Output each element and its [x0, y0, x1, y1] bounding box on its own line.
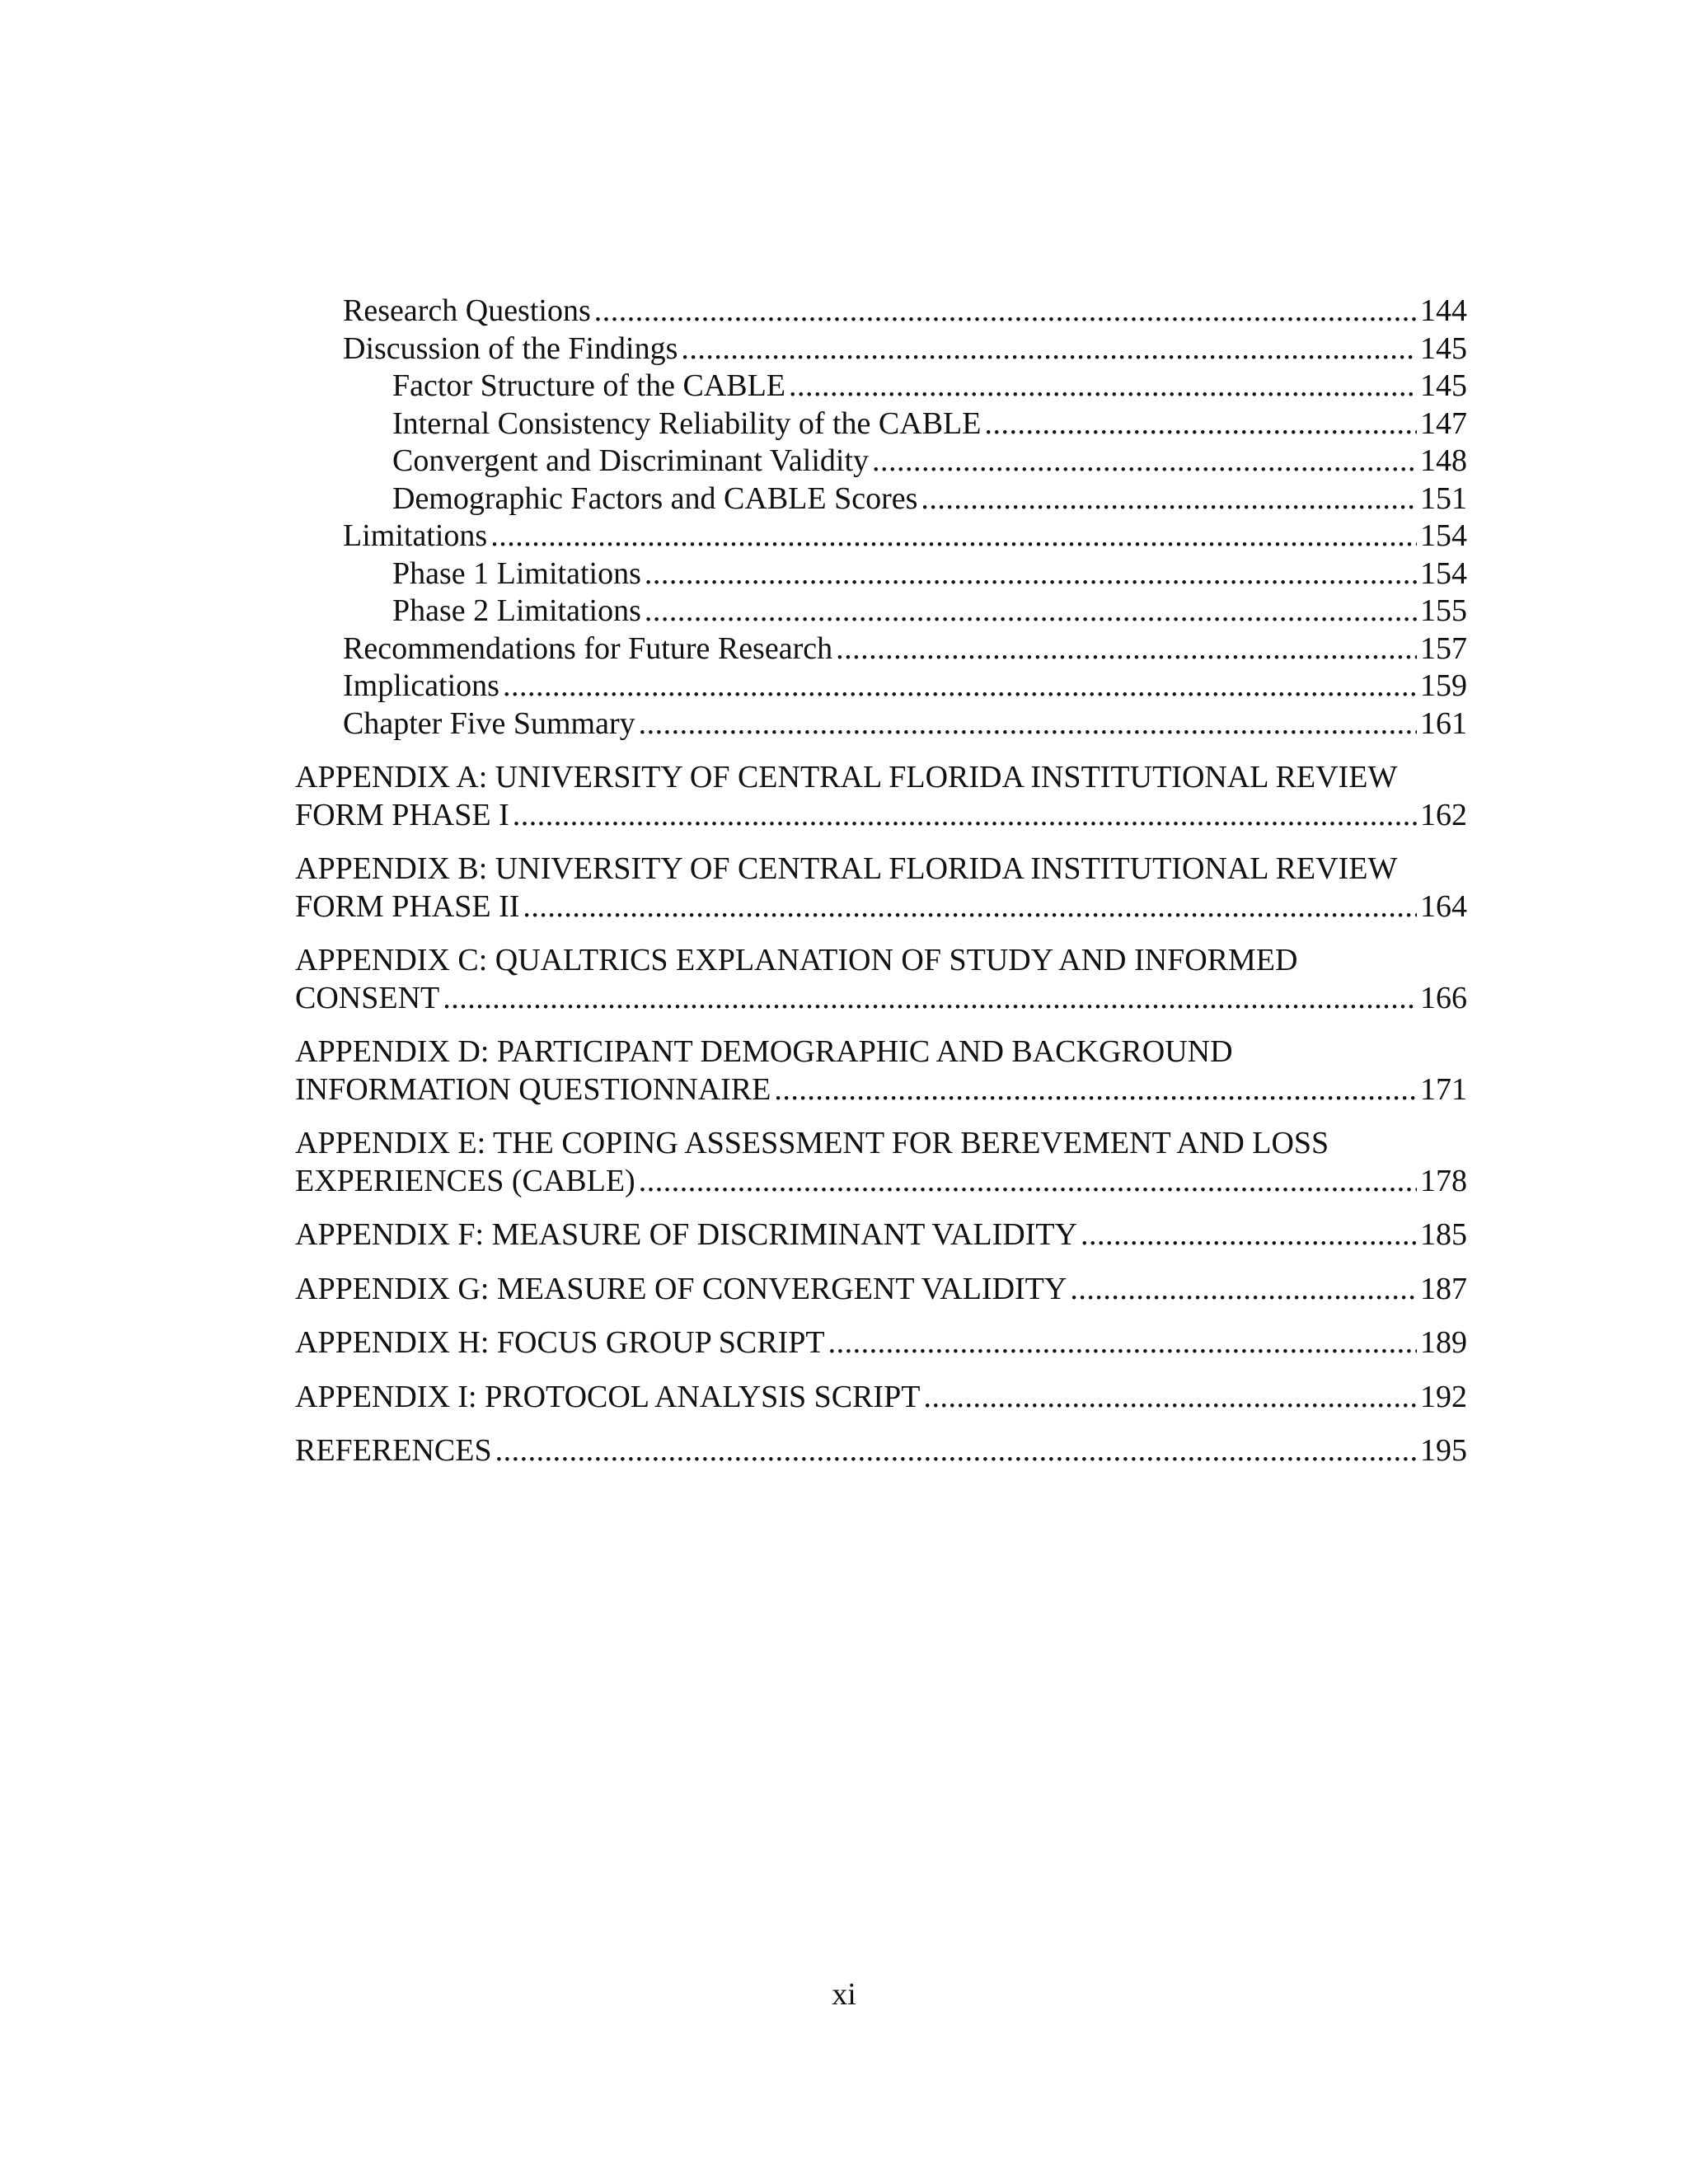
toc-entry-title: APPENDIX F: MEASURE OF DISCRIMINANT VALIDITY: [295, 1217, 1078, 1252]
dot-leader: [836, 630, 1417, 668]
toc-entry[interactable]: [295, 705, 1467, 743]
toc-entry[interactable]: [295, 593, 1467, 630]
toc-appendix-entry[interactable]: [295, 942, 1467, 1017]
dot-leader: [639, 1163, 1417, 1201]
toc-entry[interactable]: [295, 330, 1467, 368]
toc-entry-page: 189: [1420, 1325, 1467, 1360]
toc-entry-continuation: [295, 980, 1467, 1018]
toc-appendix-entry[interactable]: [295, 1324, 1467, 1362]
toc-appendix-entry[interactable]: [295, 1216, 1467, 1254]
dot-leader: [1081, 1216, 1417, 1254]
toc-references-entry[interactable]: [295, 1432, 1467, 1470]
toc-entry-page: 157: [1420, 630, 1467, 666]
toc-entry-title: Phase 1 Limitations: [392, 555, 641, 591]
toc-entry-title: Implications: [343, 668, 499, 703]
toc-appendix-entry[interactable]: [295, 1379, 1467, 1417]
toc-appendix-entry[interactable]: [295, 759, 1467, 834]
toc-entry-title: Internal Consistency Reliability of the CABLE: [392, 405, 982, 441]
toc-entry-page: 162: [1420, 797, 1467, 832]
dot-leader: [443, 980, 1417, 1018]
toc-entry-page: 185: [1420, 1217, 1467, 1252]
toc-entry-title: Limitations: [343, 518, 488, 553]
toc-entry[interactable]: [295, 630, 1467, 668]
toc-entry-title: Factor Structure of the CABLE: [392, 368, 786, 403]
toc-appendix-entry[interactable]: [295, 1033, 1467, 1108]
toc-entry-title: Convergent and Discriminant Validity: [392, 443, 870, 478]
toc-entry-title: APPENDIX G: MEASURE OF CONVERGENT VALIDITY: [295, 1271, 1067, 1306]
toc-entry-title: APPENDIX D: PARTICIPANT DEMOGRAPHIC AND BACKGROUND: [295, 1034, 1233, 1069]
toc-entry-page: 147: [1420, 405, 1467, 441]
toc-entry-title: Demographic Factors and CABLE Scores: [392, 480, 918, 516]
toc-entry-page: 164: [1420, 888, 1467, 924]
toc-entry-page: 154: [1420, 518, 1467, 553]
dot-leader: [921, 480, 1417, 518]
toc-entry-page: 144: [1420, 293, 1467, 328]
toc-entry-title-continued: INFORMATION QUESTIONNAIRE: [295, 1071, 771, 1107]
dot-leader: [513, 797, 1417, 835]
toc-entry-title: Phase 2 Limitations: [392, 593, 641, 628]
dot-leader: [828, 1324, 1417, 1362]
toc-entry[interactable]: [295, 368, 1467, 405]
toc-entry-continuation: [295, 797, 1467, 835]
toc-entry[interactable]: [295, 555, 1467, 593]
toc-entry[interactable]: [295, 405, 1467, 443]
toc-entry-page: 195: [1420, 1433, 1467, 1468]
toc-entry-title: APPENDIX A: UNIVERSITY OF CENTRAL FLORIDA INSTITUTIONAL REVIEW: [295, 760, 1398, 794]
toc-entry-continuation: [295, 888, 1467, 926]
dot-leader: [774, 1071, 1417, 1109]
dot-leader: [681, 330, 1417, 368]
toc-appendix-entry[interactable]: [295, 1125, 1467, 1200]
dot-leader: [639, 705, 1417, 743]
toc-entry[interactable]: [295, 668, 1467, 705]
page-number: xi: [832, 1977, 856, 2012]
dot-leader: [503, 668, 1417, 705]
dot-leader: [495, 1432, 1417, 1470]
toc-entry-title-continued: FORM PHASE I: [295, 797, 509, 832]
toc-appendix-entry[interactable]: [295, 851, 1467, 926]
dot-leader: [645, 593, 1417, 630]
toc-entry-continuation: [295, 1071, 1467, 1109]
dot-leader: [985, 405, 1418, 443]
toc-entry-page: 171: [1420, 1071, 1467, 1107]
dot-leader: [523, 888, 1417, 926]
toc-entry-page: 145: [1420, 330, 1467, 366]
toc-entry-title: Research Questions: [343, 293, 591, 328]
toc-entry-title: APPENDIX C: QUALTRICS EXPLANATION OF STUDY AND INFORMED: [295, 943, 1298, 977]
toc-entry-page: 192: [1420, 1379, 1467, 1414]
toc-entry-page: 151: [1420, 480, 1467, 516]
toc-entry-page: 159: [1420, 668, 1467, 703]
toc-entry[interactable]: [295, 443, 1467, 480]
toc-entry-page: 187: [1420, 1271, 1467, 1306]
dot-leader: [1070, 1271, 1417, 1309]
toc-entry-title: Chapter Five Summary: [343, 705, 635, 741]
toc-entry-title-continued: FORM PHASE II: [295, 888, 520, 924]
table-of-contents: [295, 293, 1467, 1470]
toc-entry[interactable]: [295, 293, 1467, 330]
dot-leader: [872, 443, 1417, 480]
toc-entry-title: APPENDIX I: PROTOCOL ANALYSIS SCRIPT: [295, 1379, 921, 1414]
toc-entry-title: APPENDIX B: UNIVERSITY OF CENTRAL FLORIDA INSTITUTIONAL REVIEW: [295, 851, 1398, 886]
toc-entry[interactable]: [295, 518, 1467, 555]
toc-entry-title-continued: CONSENT: [295, 980, 440, 1015]
toc-entry-title-continued: EXPERIENCES (CABLE): [295, 1163, 635, 1198]
dot-leader: [923, 1379, 1417, 1417]
toc-entry-page: 178: [1420, 1163, 1467, 1198]
toc-entry-continuation: [295, 1163, 1467, 1201]
toc-entry-page: 161: [1420, 705, 1467, 741]
toc-entry-page: 155: [1420, 593, 1467, 628]
toc-appendix-entry[interactable]: [295, 1271, 1467, 1309]
dot-leader: [789, 368, 1417, 405]
toc-entry-title: Discussion of the Findings: [343, 330, 678, 366]
toc-entry-title: Recommendations for Future Research: [343, 630, 833, 666]
toc-entry-title: APPENDIX E: THE COPING ASSESSMENT FOR BEREVEMENT AND LOSS: [295, 1126, 1329, 1160]
toc-entry-page: 166: [1420, 980, 1467, 1015]
toc-entry-title: REFERENCES: [295, 1433, 492, 1468]
toc-entry-title: APPENDIX H: FOCUS GROUP SCRIPT: [295, 1325, 825, 1360]
dot-leader: [645, 555, 1417, 593]
toc-entry-page: 148: [1420, 443, 1467, 478]
toc-entry-page: 154: [1420, 555, 1467, 591]
dot-leader: [594, 293, 1417, 330]
toc-entry[interactable]: [295, 480, 1467, 518]
toc-entry-page: 145: [1420, 368, 1467, 403]
dot-leader: [490, 518, 1417, 555]
